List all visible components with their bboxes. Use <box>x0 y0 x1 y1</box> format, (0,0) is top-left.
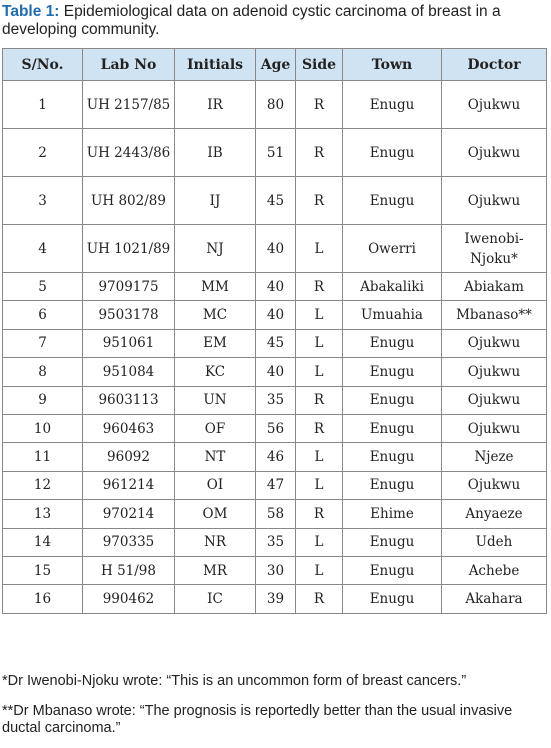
table-cell: 7 <box>3 329 83 357</box>
table-cell: OF <box>175 414 256 442</box>
table-cell: 12 <box>3 471 83 499</box>
caption-label: Table 1: <box>2 3 60 20</box>
table-cell: EM <box>175 329 256 357</box>
table-cell: 6 <box>3 301 83 329</box>
table-cell: 2 <box>3 129 83 177</box>
table-cell: 16 <box>3 585 83 613</box>
table-cell: Ojukwu <box>442 471 547 499</box>
table-row <box>3 225 547 273</box>
table-cell: Abiakam <box>442 273 547 301</box>
table-row <box>3 585 547 613</box>
table-cell: 951061 <box>83 329 175 357</box>
table-cell: MM <box>175 273 256 301</box>
table-cell: 5 <box>3 273 83 301</box>
table-cell: 46 <box>256 443 296 471</box>
table-cell: Owerri <box>343 225 442 273</box>
table-cell: Enugu <box>343 129 442 177</box>
table-body <box>3 81 547 614</box>
table-cell: R <box>296 500 343 528</box>
table-cell: Ojukwu <box>442 414 547 442</box>
table-cell: Ojukwu <box>442 358 547 386</box>
table-cell: 990462 <box>83 585 175 613</box>
table-cell: 40 <box>256 301 296 329</box>
table-cell: 40 <box>256 358 296 386</box>
header-cell: Side <box>296 49 343 81</box>
table-cell: 45 <box>256 177 296 225</box>
footnote: **Dr Mbanaso wrote: “The prognosis is reportedly better than the usual invasive ductal carcinoma.” <box>2 702 513 736</box>
table-cell: 11 <box>3 443 83 471</box>
table-cell: IJ <box>175 177 256 225</box>
table-cell: Enugu <box>343 585 442 613</box>
table-cell: 45 <box>256 329 296 357</box>
table-cell: R <box>296 386 343 414</box>
table-cell: 951084 <box>83 358 175 386</box>
header-cell: Lab No <box>83 49 175 81</box>
table-cell: NT <box>175 443 256 471</box>
table-cell: Enugu <box>343 386 442 414</box>
table-cell: L <box>296 301 343 329</box>
table-row <box>3 273 547 301</box>
table-cell: L <box>296 443 343 471</box>
table-cell: H 51/98 <box>83 556 175 584</box>
table-cell: Enugu <box>343 528 442 556</box>
table-cell: Abakaliki <box>343 273 442 301</box>
table-cell: Iwenobi-Njoku* <box>442 225 547 273</box>
table-cell: Enugu <box>343 329 442 357</box>
table-row <box>3 528 547 556</box>
table-caption <box>2 3 547 39</box>
table-cell: 10 <box>3 414 83 442</box>
table-cell: OI <box>175 471 256 499</box>
table-cell: IB <box>175 129 256 177</box>
footnotes <box>2 673 551 738</box>
table-row <box>3 81 547 129</box>
header-cell: S/No. <box>3 49 83 81</box>
table-cell: 3 <box>3 177 83 225</box>
table-cell: Enugu <box>343 556 442 584</box>
table-cell: Ojukwu <box>442 129 547 177</box>
table-row <box>3 301 547 329</box>
table-row <box>3 386 547 414</box>
table-cell: 40 <box>256 273 296 301</box>
table-cell: L <box>296 528 343 556</box>
table-cell: R <box>296 177 343 225</box>
table-cell: Umuahia <box>343 301 442 329</box>
table-cell: Udeh <box>442 528 547 556</box>
table-cell: 80 <box>256 81 296 129</box>
table-cell: 58 <box>256 500 296 528</box>
table-cell: Enugu <box>343 471 442 499</box>
table-row <box>3 443 547 471</box>
table-cell: 9503178 <box>83 301 175 329</box>
table-cell: L <box>296 225 343 273</box>
table-cell: L <box>296 358 343 386</box>
table-cell: Ojukwu <box>442 329 547 357</box>
table-cell: MR <box>175 556 256 584</box>
table-cell: R <box>296 129 343 177</box>
table-cell: UH 802/89 <box>83 177 175 225</box>
table-cell: 39 <box>256 585 296 613</box>
table-cell: Enugu <box>343 177 442 225</box>
table-cell: UH 2157/85 <box>83 81 175 129</box>
table-cell: 96092 <box>83 443 175 471</box>
table-row <box>3 556 547 584</box>
table-cell: R <box>296 81 343 129</box>
table-cell: Njeze <box>442 443 547 471</box>
epidemiology-table <box>2 48 547 614</box>
table-cell: L <box>296 471 343 499</box>
header-cell: Initials <box>175 49 256 81</box>
table-cell: Ojukwu <box>442 177 547 225</box>
table-cell: 961214 <box>83 471 175 499</box>
table-cell: 8 <box>3 358 83 386</box>
table-cell: 9709175 <box>83 273 175 301</box>
table-cell: L <box>296 556 343 584</box>
table-cell: Anyaeze <box>442 500 547 528</box>
table-cell: Achebe <box>442 556 547 584</box>
table-cell: R <box>296 585 343 613</box>
table-cell: MC <box>175 301 256 329</box>
table-cell: NR <box>175 528 256 556</box>
caption-text: Epidemiological data on adenoid cystic carcinoma of breast in a developing community. <box>2 3 501 38</box>
table-cell: 35 <box>256 528 296 556</box>
table-cell: 40 <box>256 225 296 273</box>
table-cell: IC <box>175 585 256 613</box>
table-cell: Ojukwu <box>442 386 547 414</box>
header-cell: Town <box>343 49 442 81</box>
table-cell: 4 <box>3 225 83 273</box>
table-cell: R <box>296 273 343 301</box>
table-cell: 51 <box>256 129 296 177</box>
table-cell: KC <box>175 358 256 386</box>
table-row <box>3 500 547 528</box>
table-cell: 56 <box>256 414 296 442</box>
table-row <box>3 414 547 442</box>
table-cell: Enugu <box>343 414 442 442</box>
table-cell: Ehime <box>343 500 442 528</box>
table-cell: Enugu <box>343 443 442 471</box>
table-cell: 30 <box>256 556 296 584</box>
table-cell: OM <box>175 500 256 528</box>
table-cell: 14 <box>3 528 83 556</box>
table-cell: NJ <box>175 225 256 273</box>
table-cell: R <box>296 414 343 442</box>
table-row <box>3 471 547 499</box>
table-cell: 960463 <box>83 414 175 442</box>
header-row <box>3 49 547 81</box>
table-cell: Akahara <box>442 585 547 613</box>
table-row <box>3 129 547 177</box>
table-cell: L <box>296 329 343 357</box>
table-cell: 47 <box>256 471 296 499</box>
table-cell: UH 2443/86 <box>83 129 175 177</box>
table-cell: 1 <box>3 81 83 129</box>
table-row <box>3 177 547 225</box>
table-cell: 970335 <box>83 528 175 556</box>
table-cell: 9603113 <box>83 386 175 414</box>
table-row <box>3 329 547 357</box>
table-cell: Mbanaso** <box>442 301 547 329</box>
table-cell: Ojukwu <box>442 81 547 129</box>
footnote: *Dr Iwenobi-Njoku wrote: “This is an uncommon form of breast cancers.” <box>2 673 467 689</box>
table-cell: 15 <box>3 556 83 584</box>
table-cell: Enugu <box>343 81 442 129</box>
table-cell: 35 <box>256 386 296 414</box>
table-cell: 970214 <box>83 500 175 528</box>
table-cell: UH 1021/89 <box>83 225 175 273</box>
table-cell: IR <box>175 81 256 129</box>
header-cell: Age <box>256 49 296 81</box>
table-cell: Enugu <box>343 358 442 386</box>
table-cell: UN <box>175 386 256 414</box>
header-cell: Doctor <box>442 49 547 81</box>
table-row <box>3 358 547 386</box>
table-cell: 9 <box>3 386 83 414</box>
table-cell: 13 <box>3 500 83 528</box>
